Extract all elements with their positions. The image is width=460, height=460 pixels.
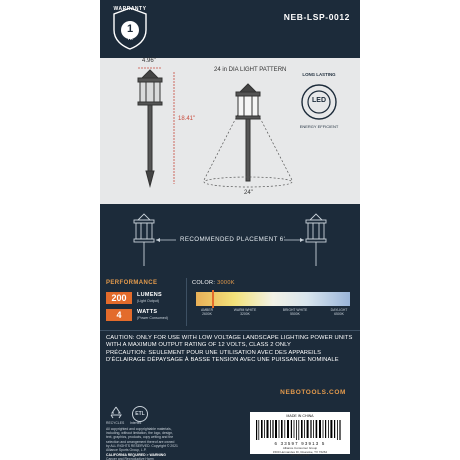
scale-warm-white	[228, 308, 262, 316]
caution-line: CAUTION: ONLY FOR USE WITH LOW VOLTAGE LANDSCAPE LIGHTING POWER UNITS	[106, 335, 353, 341]
legal-line: Alliance Sports Group, L.P.	[106, 448, 147, 453]
caution-divider	[100, 330, 360, 331]
specs-divider	[186, 278, 187, 326]
scale-bright-white-name: BRIGHT WHITE	[282, 308, 308, 312]
prop65-title: CALIFORNIA REQUIRED > WARNING	[106, 453, 166, 457]
legal-line: selection and arrangement thereof are owned	[106, 439, 175, 444]
performance-title: PERFORMANCE	[106, 280, 158, 286]
height-dimension-label: 18.41"	[178, 116, 196, 122]
lumens-label: LUMENS	[137, 292, 163, 298]
watts-value: 4	[106, 309, 132, 321]
dimension-diagram	[100, 58, 360, 204]
lantern-dimension-drawing	[100, 58, 360, 204]
width-dimension-label: 4.96"	[142, 58, 156, 64]
caution-section	[100, 330, 360, 380]
light-pattern-label: 24 in DIA LIGHT PATTERN	[214, 67, 287, 73]
scale-amber	[190, 308, 224, 316]
etl-sub: Intertek	[130, 421, 142, 425]
scale-daylight-name: DAYLIGHT	[330, 308, 348, 312]
scale-warm-white-name: WARM WHITE	[233, 308, 257, 312]
color-value: 3000K	[217, 280, 235, 286]
legal-line: All copyrighted and copyrightable materials,	[106, 427, 172, 431]
placement-section	[100, 204, 360, 274]
company-line: 1500 Hernandes Dr, Roanoke, TX 76262	[272, 449, 328, 454]
legal-text	[106, 427, 206, 452]
recycle-label: RECYCLES	[106, 421, 125, 425]
color-temperature-scale	[196, 292, 350, 306]
legal-line: text, graphics, products, copy writing and the	[106, 435, 174, 440]
company-line: Alliance Consumer Group	[282, 446, 318, 450]
watts-sub: (Power Consumed)	[137, 316, 168, 320]
led-badge-center-text: LED	[312, 97, 326, 104]
warranty-label: WARRANTY	[113, 6, 147, 12]
caution-text	[106, 335, 356, 365]
led-badge-bottom-text: ENERGY EFFICIENT	[299, 124, 339, 129]
color-temperature-label	[192, 280, 235, 286]
recycle-icon	[108, 406, 124, 420]
watts-label: WATTS	[137, 309, 158, 315]
color-indicator	[212, 290, 214, 308]
lumens-sub: (Light Output)	[137, 299, 159, 303]
prop65-line: Cancer and Reproductive Harm	[106, 457, 154, 460]
led-badge-top-text: LONG LASTING	[302, 72, 336, 77]
legal-line: by ALL RIGHTS RESERVED. Copyright © 2021	[106, 443, 178, 448]
caution-line: PRÉCAUTION: SEULEMENT POUR UNE UTILISATION AVEC DES APPAREILS	[106, 349, 322, 356]
made-in-label: MADE IN CHINA	[286, 414, 314, 418]
scale-daylight-kelvin: 6500K	[334, 312, 344, 316]
barcode-digits: 6 33597 93913 5	[274, 441, 326, 446]
scale-bright-white	[278, 308, 312, 316]
barcode-icon	[256, 420, 344, 440]
color-label-text: COLOR:	[192, 280, 216, 286]
company-line: 800.255.6061	[290, 453, 310, 458]
website-url: NEBOTOOLS.COM	[280, 389, 346, 396]
scale-daylight	[322, 308, 356, 316]
model-number: NEB-LSP-0012	[283, 12, 350, 22]
warranty-years: 1	[126, 23, 134, 35]
caution-line: WITH A MAXIMUM OUTPUT RATING OF 12 VOLTS, CLASS 2 ONLY	[106, 342, 292, 349]
package-back-panel	[100, 0, 360, 460]
etl-logo: ETL	[132, 406, 148, 422]
legal-line: including, without limitation, the logo, design,	[106, 431, 174, 436]
warranty-unit: YR	[127, 36, 133, 41]
company-info	[250, 447, 350, 458]
header-bar	[100, 0, 360, 58]
caution-line: D'ÉCLAIRAGE DÉPAYSAGE À BASSE TENSION AVEC UNE PUISSANCE NOMINALE	[106, 357, 339, 364]
placement-label: RECOMMENDED PLACEMENT 6'	[180, 236, 286, 243]
diameter-label: 24"	[244, 190, 253, 196]
scale-amber-kelvin: 2600K	[202, 312, 212, 316]
scale-amber-name: AMBER	[200, 308, 214, 312]
scale-bright-white-kelvin: 5500K	[290, 312, 300, 316]
scale-warm-white-kelvin: 3200K	[240, 312, 250, 316]
performance-section	[100, 274, 360, 330]
lumens-value: 200	[106, 292, 132, 304]
